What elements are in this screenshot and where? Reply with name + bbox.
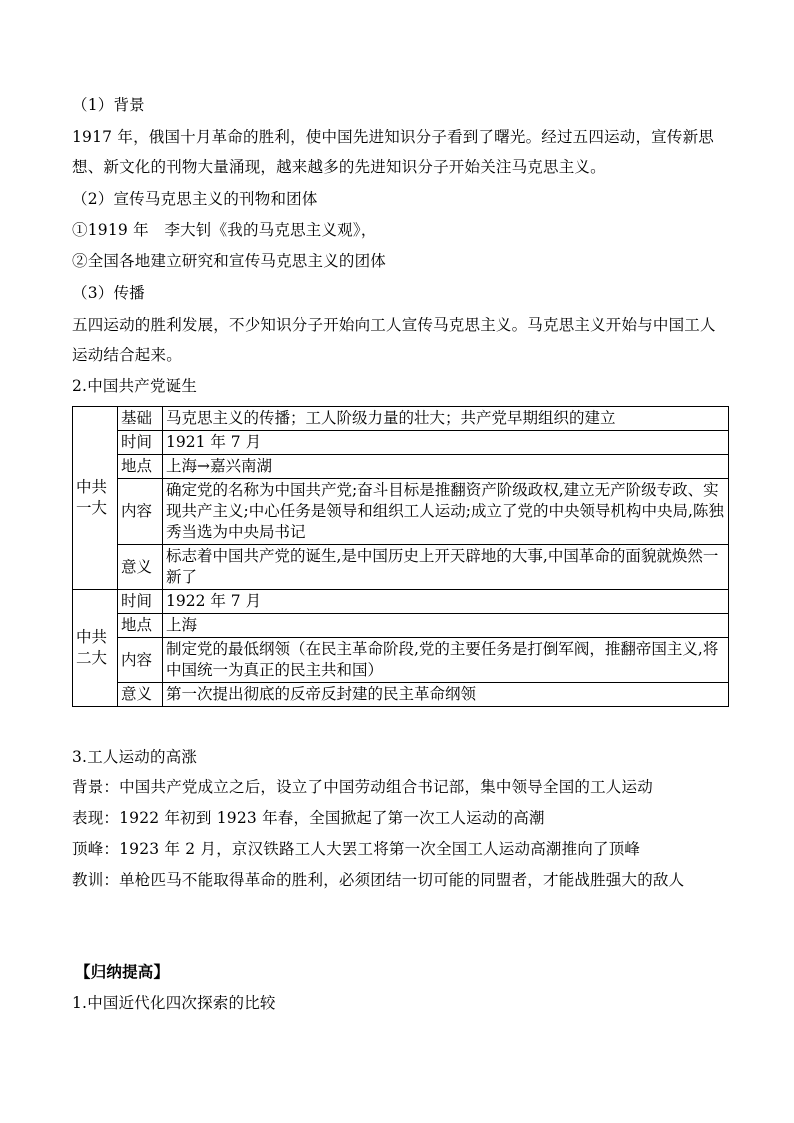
row-value: 制定党的最低纲领（在民主革命阶段,党的主要任务是打倒军阀，推翻帝国主义,将中国统一为真正的民主共和国） xyxy=(163,638,729,683)
row-value: 1921 年 7 月 xyxy=(163,431,729,455)
heading-spread: （3）传播 xyxy=(72,284,145,302)
paragraph-line: 教训：单枪匹马不能取得革命的胜利，必须团结一切可能的同盟者，才能战胜强大的敌人 xyxy=(72,871,685,889)
section-heading-summary: 【归纳提高】 xyxy=(75,962,170,981)
paragraph-line: 1917 年，俄国十月革命的胜利，使中国先进知识分子看到了曙光。经过五四运动，宣传新思 xyxy=(72,128,714,146)
row-key: 时间 xyxy=(118,590,163,614)
table-row xyxy=(73,545,729,590)
section-title-cpc-founding: 2.中国共产党诞生 xyxy=(72,377,198,395)
row-value: 第一次提出彻底的反帝反封建的民主革命纲领 xyxy=(163,683,729,707)
table-row xyxy=(73,431,729,455)
paragraph-line: 背景：中国共产党成立之后，设立了中国劳动组合书记部，集中领导全国的工人运动 xyxy=(72,778,653,796)
row-key: 地点 xyxy=(118,455,163,479)
row-key: 时间 xyxy=(118,431,163,455)
section-title-labor-movement: 3.工人运动的高涨 xyxy=(72,748,198,766)
subsection-title: 1.中国近代化四次探索的比较 xyxy=(72,994,276,1012)
heading-publications: （2）宣传马克思主义的刊物和团体 xyxy=(72,190,318,208)
row-key: 内容 xyxy=(118,638,163,683)
row-key: 内容 xyxy=(118,479,163,545)
row-value: 标志着中国共产党的诞生,是中国历史上开天辟地的大事,中国革命的面貌就焕然一新了 xyxy=(163,545,729,590)
row-value: 马克思主义的传播；工人阶级力量的壮大；共产党早期组织的建立 xyxy=(163,407,729,431)
table-row xyxy=(73,683,729,707)
paragraph-line: 五四运动的胜利发展，不少知识分子开始向工人宣传马克思主义。马克思主义开始与中国工人 xyxy=(72,316,716,334)
table-row xyxy=(73,479,729,545)
row-key: 地点 xyxy=(118,614,163,638)
row-value: 上海→嘉兴南湖 xyxy=(163,455,729,479)
group-cell-first-congress: 中共一大 xyxy=(73,407,118,590)
group-cell-second-congress: 中共二大 xyxy=(73,590,118,707)
paragraph-line: 表现：1922 年初到 1923 年春，全国掀起了第一次工人运动的高潮 xyxy=(72,809,545,827)
paragraph-line: 运动结合起来。 xyxy=(72,346,182,364)
row-key: 基础 xyxy=(118,407,163,431)
row-key: 意义 xyxy=(118,545,163,590)
paragraph-line: 顶峰：1923 年 2 月，京汉铁路工人大罢工将第一次全国工人运动高潮推向了顶峰 xyxy=(72,840,641,858)
table-row xyxy=(73,407,729,431)
row-value: 1922 年 7 月 xyxy=(163,590,729,614)
row-key: 意义 xyxy=(118,683,163,707)
cpc-congress-table xyxy=(72,406,729,707)
row-value: 上海 xyxy=(163,614,729,638)
heading-background: （1）背景 xyxy=(72,96,145,114)
table-row xyxy=(73,638,729,683)
list-item: ①1919 年 李大钊《我的马克思主义观》， xyxy=(72,221,377,239)
row-value: 确定党的名称为中国共产党;奋斗目标是推翻资产阶级政权,建立无产阶级专政、实现共产主义;中心任务是领导和组织工人运动;成立了党的中央领导机构中央局,陈独秀当选为中央局书记 xyxy=(163,479,729,545)
table-row xyxy=(73,590,729,614)
table-row xyxy=(73,614,729,638)
list-item: ②全国各地建立研究和宣传马克思主义的团体 xyxy=(72,252,387,270)
paragraph-line: 想、新文化的刊物大量涌现，越来越多的先进知识分子开始关注马克思主义。 xyxy=(72,158,606,176)
table-row xyxy=(73,455,729,479)
